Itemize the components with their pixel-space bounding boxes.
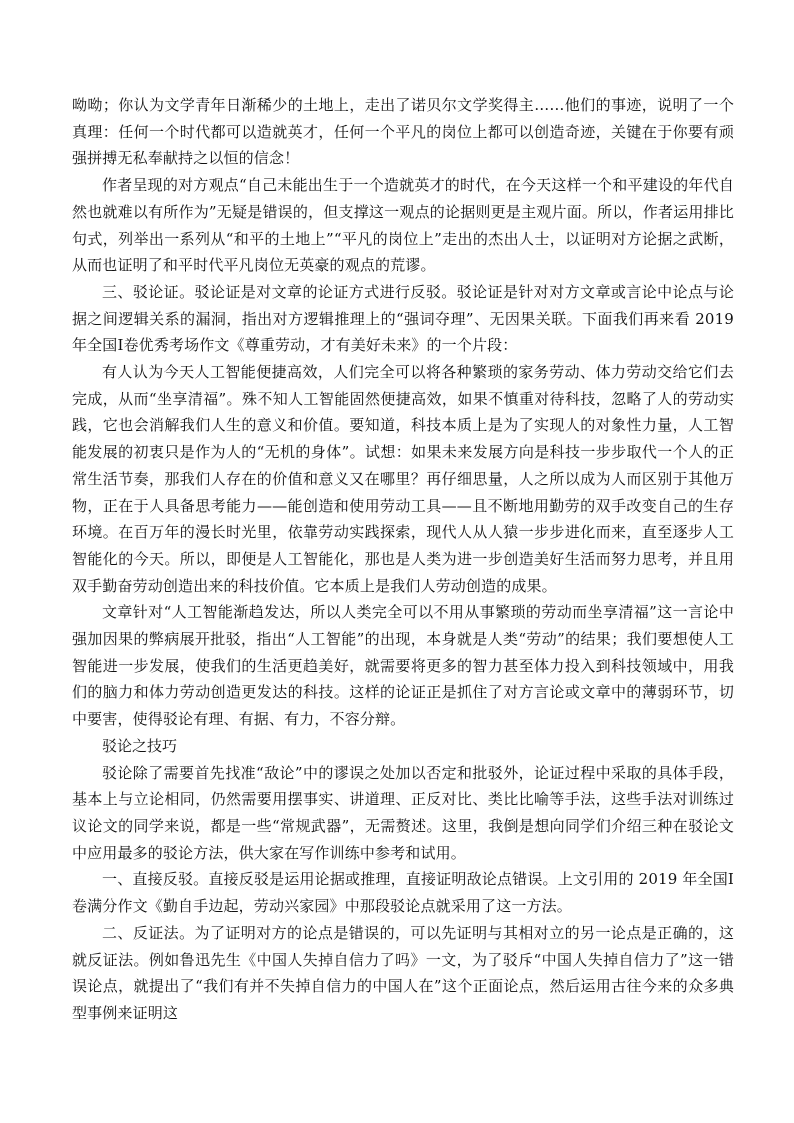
section-heading: 驳论之技巧 [102,736,178,755]
paragraph-excerpt-commentary: 文章针对“人工智能渐趋发达，所以人类完全可以不用从事繁琐的劳动而坐享清福”这一言论中强加因果的弊病展开批驳，指出“人工智能”的出现，本身就是人类“劳动”的结果；我们要想使人工智能进一步发展，使我们的生活更趋美好，就需要将更多的智力甚至体力投入到科技领域中，用我们的脑力和体力劳动创造更发达的科技。这样的论证正是抓住了对方言论或文章中的薄弱环节，切中要害，使得驳论有理、有据、有力，不容分辩。 [72,603,734,729]
paragraph-techniques-intro: 驳论除了需要首先找准“敌论”中的谬误之处加以否定和批驳外，论证过程中采取的具体手段，基本上与立论相同，仍然需要用摆事实、讲道理、正反对比、类比比喻等手法，这些手法对训练过议论文的同学来说，都是一些“常规武器”，无需赘述。这里，我倒是想向同学们介绍三种在驳论文中应用最多的驳论方法，供大家在写作训练中参考和试用。 [72,763,734,862]
paragraph-refute-argumentation: 三、驳论证。驳论证是对文章的论证方式进行反驳。驳论证是针对对方文章或言论中论点与论据之间逻辑关系的漏洞，指出对方逻辑推理上的“强词夺理”、无因果关联。下面我们再来看 2019 年全国Ⅰ卷优秀考场作文《尊重劳动，才有美好未来》的一个片段： [72,282,734,355]
paragraph-proof-by-contradiction: 二、反证法。为了证明对方的论点是错误的，可以先证明与其相对立的另一论点是正确的，这就反证法。例如鲁迅先生《中国人失掉自信力了吗》一文，为了驳斥“中国人失掉自信力了”这一错误论点，就提出了“我们有并不失掉自信力的中国人在”这个正面论点，然后运用古往今来的众多典型事例来证明这 [72,923,734,1022]
paragraph-essay-excerpt: 有人认为今天人工智能便捷高效，人们完全可以将各种繁琐的家务劳动、体力劳动交给它们去完成，从而“坐享清福”。殊不知人工智能固然便捷高效，如果不慎重对待科技，忽略了人的劳动实践，它也会消解我们人生的意义和价值。要知道，科技本质上是为了实现人的对象性力量，人工智能发展的初衷只是作为人的“无机的身体”。试想：如果未来发展方向是科技一步步取代一个人的正常生活节奏，那我们人存在的价值和意义又在哪里？再仔细思量，人之所以成为人而区别于其他万物，正在于人具备思考能力——能创造和使用劳动工具——且不断地用勤劳的双手改变自己的生存环境。在百万年的漫长时光里，依靠劳动实践探索，现代人从人猿一步步进化而来，直至逐步人工智能化的今天。所以，即便是人工智能化，那也是人类为进一步创造美好生活而努力思考，并且用双手勤奋劳动创造出来的科技价值。它本质上是我们人劳动创造的成果。 [72,363,734,595]
document-page [72,92,734,1027]
paragraph-direct-refutation: 一、直接反驳。直接反驳是运用论据或推理，直接证明敌论点错误。上文引用的 2019 年全国Ⅰ卷满分作文《勤自手边起，劳动兴家园》中那段驳论点就采用了这一方法。 [72,870,734,916]
paragraph-analysis-of-opposing-view: 作者呈现的对方观点“自己未能出生于一个造就英才的时代，在今天这样一个和平建设的年代自然也就难以有所作为”无疑是错误的，但支撑这一观点的论据则更是主观片面。所以，作者运用排比句式，列举出一系列从“和平的土地上”“平凡的岗位上”走出的杰出人士，以证明对方论据之武断，从而也证明了和平时代平凡岗位无英豪的观点的荒谬。 [72,176,734,275]
paragraph-continuation: 呦呦；你认为文学青年日渐稀少的土地上，走出了诺贝尔文学奖得主……他们的事迹，说明了一个真理：任何一个时代都可以造就英才，任何一个平凡的岗位上都可以创造奇迹，关键在于你要有顽强拼搏无私奉献持之以恒的信念！ [72,96,734,168]
